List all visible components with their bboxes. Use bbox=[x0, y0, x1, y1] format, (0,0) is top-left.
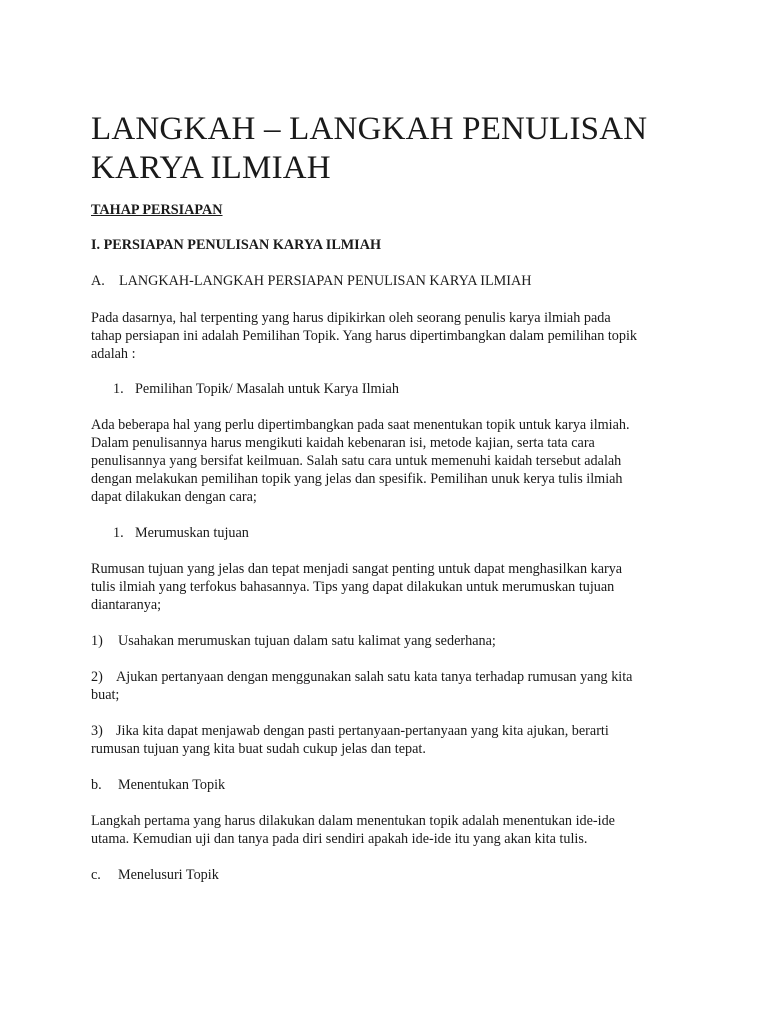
list-item-1 bbox=[113, 380, 399, 398]
paragraph-line: diantaranya; bbox=[91, 597, 162, 613]
tip-3-line-1 bbox=[91, 722, 691, 740]
tip-1 bbox=[91, 632, 496, 650]
paragraph-line: tahap persiapan ini adalah Pemilihan Topik. Yang harus dipertimbangkan dalam pemilihan topik bbox=[91, 328, 638, 344]
goal-paragraph bbox=[91, 560, 691, 614]
list-item-1-marker: 1. bbox=[113, 381, 124, 397]
tip-2-text: Ajukan pertanyaan dengan menggunakan salah satu kata tanya terhadap rumusan yang kita bbox=[116, 669, 633, 685]
tip-3 bbox=[91, 722, 691, 758]
topic-paragraph bbox=[91, 416, 691, 506]
tip-3-marker: 3) bbox=[91, 723, 103, 739]
tip-3-line-2: rumusan tujuan yang kita buat sudah cukup jelas dan tepat. bbox=[91, 741, 426, 757]
list-item-2-text: Merumuskan tujuan bbox=[135, 525, 249, 541]
tip-1-text: Usahakan merumuskan tujuan dalam satu kalimat yang sederhana; bbox=[118, 633, 496, 649]
tip-3-text: Jika kita dapat menjawab dengan pasti pertanyaan-pertanyaan yang kita ajukan, berarti bbox=[116, 723, 609, 739]
paragraph-line: dapat dilakukan dengan cara; bbox=[91, 489, 257, 505]
list-item-2-marker: 1. bbox=[113, 525, 124, 541]
item-b bbox=[91, 776, 225, 794]
tip-2-line-1 bbox=[91, 668, 691, 686]
paragraph-line: Rumusan tujuan yang jelas dan tepat menjadi sangat penting untuk dapat menghasilkan karya bbox=[91, 561, 623, 577]
paragraph-line: Langkah pertama yang harus dilakukan dalam menentukan topik adalah menentukan ide-ide bbox=[91, 813, 615, 829]
paragraph-line: dengan melakukan pemilihan topik yang jelas dan spesifik. Pemilihan unuk kerya tulis ilmiah bbox=[91, 471, 623, 487]
subsection-a-text: LANGKAH-LANGKAH PERSIAPAN PENULISAN KARYA ILMIAH bbox=[119, 273, 532, 289]
item-c-text: Menelusuri Topik bbox=[118, 867, 219, 883]
item-b-marker: b. bbox=[91, 777, 102, 793]
intro-paragraph bbox=[91, 309, 691, 363]
item-c bbox=[91, 866, 219, 884]
tip-2 bbox=[91, 668, 691, 704]
item-c-marker: c. bbox=[91, 867, 101, 883]
list-item-2 bbox=[113, 524, 249, 542]
tip-1-marker: 1) bbox=[91, 633, 103, 649]
title-line-2: KARYA ILMIAH bbox=[91, 150, 331, 186]
document-title bbox=[91, 110, 691, 188]
subsection-a-marker: A. bbox=[91, 273, 105, 289]
tip-2-line-2: buat; bbox=[91, 687, 120, 703]
tip-2-marker: 2) bbox=[91, 669, 103, 685]
item-b-text: Menentukan Topik bbox=[118, 777, 226, 793]
section-heading: I. PERSIAPAN PENULISAN KARYA ILMIAH bbox=[91, 237, 381, 253]
subsection-a-heading bbox=[91, 272, 532, 290]
stage-heading: TAHAP PERSIAPAN bbox=[91, 202, 223, 218]
topic-b-paragraph bbox=[91, 812, 691, 848]
paragraph-line: tulis ilmiah yang terfokus bahasannya. Tips yang dapat dilakukan untuk merumuskan tujuan bbox=[91, 579, 615, 595]
paragraph-line: utama. Kemudian uji dan tanya pada diri sendiri apakah ide-ide itu yang akan kita tulis. bbox=[91, 831, 588, 847]
list-item-1-text: Pemilihan Topik/ Masalah untuk Karya Ilmiah bbox=[135, 381, 399, 397]
paragraph-line: Ada beberapa hal yang perlu dipertimbangkan pada saat menentukan topik untuk karya ilmiah. bbox=[91, 417, 630, 433]
paragraph-line: penulisannya yang bersifat keilmuan. Salah satu cara untuk memenuhi kaidah tersebut adalah bbox=[91, 453, 622, 469]
paragraph-line: adalah : bbox=[91, 346, 136, 362]
title-line-1: LANGKAH – LANGKAH PENULISAN bbox=[91, 111, 648, 147]
paragraph-line: Pada dasarnya, hal terpenting yang harus dipikirkan oleh seorang penulis karya ilmiah pada bbox=[91, 310, 611, 326]
paragraph-line: Dalam penulisannya harus mengikuti kaidah kebenaran isi, metode kajian, serta tata cara bbox=[91, 435, 595, 451]
